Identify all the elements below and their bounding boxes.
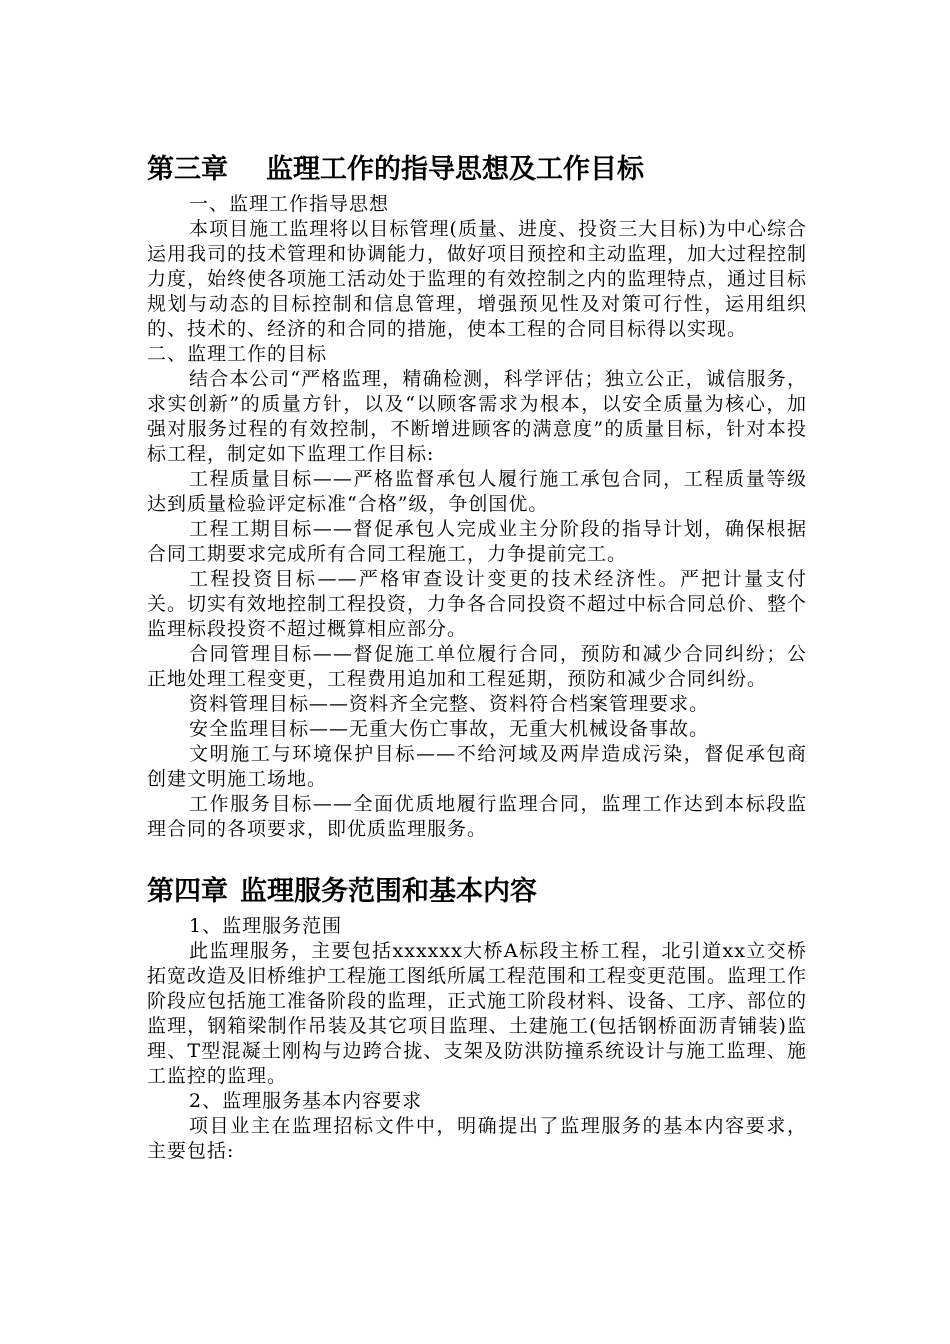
goal-documents: 资料管理目标——资料齐全完整、资料符合档案管理要求。 xyxy=(189,693,710,715)
chapter-4-number: 第四章 xyxy=(147,876,228,907)
chapter-4-title: 监理服务范围和基本内容 xyxy=(240,876,537,907)
requirements-paragraph: 项目业主在监理招标文件中，明确提出了监理服务的基本内容要求，主要包括: xyxy=(147,1115,807,1162)
section-2-heading: 二、监理工作的目标 xyxy=(147,343,328,365)
chapter-3-number: 第三章 xyxy=(147,154,228,185)
goal-contract: 合同管理目标——督促施工单位履行合同，预防和减少合同纠纷；公正地处理工程变更，工程费用追加和工程延期，预防和减少合同纠纷。 xyxy=(147,643,807,690)
scope-paragraph: 此监理服务，主要包括xxxxxx大桥A标段主桥工程，北引道xx立交桥拓宽改造及旧桥维护工程施工图纸所属工程范围和工程变更范围。监理工作阶段应包括施工准备阶段的监理，正式施工阶段材料、设备、工序、部位的监理，钢箱梁制作吊装及其它项目监理、土建施工(包括钢桥面沥青铺装)监理、T型混凝土刚构与边跨合拢、支架及防洪防撞系统设计与施工监理、施工监控的监理。 xyxy=(147,940,808,1087)
goal-investment: 工程投资目标——严格审查设计变更的技术经济性。严把计量支付关。切实有效地控制工程投资，力争各合同投资不超过中标合同总价、整个监理标段投资不超过概算相应部分。 xyxy=(147,568,808,640)
goal-quality: 工程质量目标——严格监督承包人履行施工承包合同，工程质量等级达到质量检验评定标准“合格”级，争创国优。 xyxy=(147,468,807,515)
section-2-intro: 结合本公司“严格监理，精确检测，科学评估；独立公正，诚信服务，求实创新”的质量方针，以及“以顾客需求为根本，以安全质量为核心，加强对服务过程的有效控制，不断增进顾客的满意度”的质量目标，针对本投标工程，制定如下监理工作目标: xyxy=(147,368,807,465)
goal-environment: 文明施工与环境保护目标——不给河域及两岸造成污染，督促承包商创建文明施工场地。 xyxy=(147,743,807,790)
section-1-paragraph: 本项目施工监理将以目标管理(质量、进度、投资三大目标)为中心综合运用我司的技术管理和协调能力，做好项目预控和主动监理，加大过程控制力度，始终使各项施工活动处于监理的有效控制之内的监理特点，通过目标规划与动态的目标控制和信息管理，增强预见性及对策可行性，运用组织的、技术的、经济的和合同的措施，使本工程的合同目标得以实现。 xyxy=(147,218,808,340)
goal-safety: 安全监理目标——无重大伤亡事故，无重大机械设备事故。 xyxy=(189,718,710,740)
chapter-4-heading xyxy=(147,872,807,912)
chapter-3-heading xyxy=(147,150,807,190)
document-body xyxy=(147,150,807,1164)
goal-schedule: 工程工期目标——督促承包人完成业主分阶段的指导计划，确保根据合同工期要求完成所有合同工程施工，力争提前完工。 xyxy=(147,518,807,565)
goal-service: 工作服务目标——全面优质地履行监理合同，监理工作达到本标段监理合同的各项要求，即优质监理服务。 xyxy=(147,793,807,840)
scope-heading: 1、监理服务范围 xyxy=(189,915,343,937)
chapter-3-title: 监理工作的指导思想及工作目标 xyxy=(266,154,644,185)
requirements-heading: 2、监理服务基本内容要求 xyxy=(189,1090,423,1112)
section-1-heading: 一、监理工作指导思想 xyxy=(189,193,390,215)
